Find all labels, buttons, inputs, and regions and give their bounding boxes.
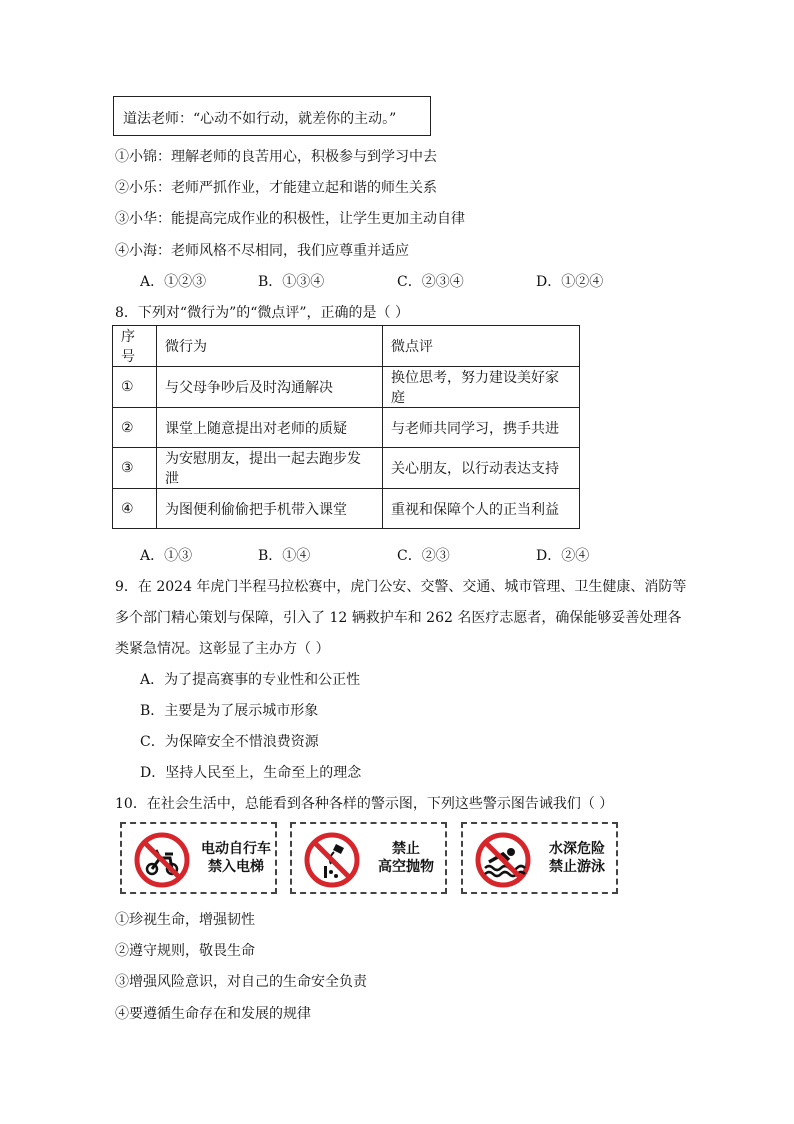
- behavior-table: [112, 325, 580, 529]
- row-comment: 重视和保障个人的正当利益: [383, 489, 580, 529]
- row-comment: 换位思考，努力建设美好家庭: [383, 367, 580, 408]
- header-index: 序号: [113, 326, 157, 367]
- q9-option-d[interactable]: D．坚持人民至上，生命至上的理念: [140, 765, 362, 781]
- q7-statement-1: ①小锦：理解老师的良苦用心，积极参与到学习中去: [115, 149, 437, 165]
- row-index: ②: [113, 408, 157, 448]
- table-row: [113, 367, 580, 408]
- sign-text-line-1: 电动自行车: [201, 841, 271, 857]
- sign-text-line-2: 禁入电梯: [208, 859, 264, 875]
- q9-option-c[interactable]: C．为保障安全不惜浪费资源: [140, 734, 319, 750]
- q7-statement-4: ④小海：老师风格不尽相同，我们应尊重并适应: [115, 243, 409, 259]
- row-index: ③: [113, 448, 157, 489]
- q8-option-b[interactable]: B．①④: [258, 548, 311, 564]
- row-behavior: 与父母争吵后及时沟通解决: [157, 367, 383, 408]
- row-index: ④: [113, 489, 157, 529]
- row-behavior: 为图便利偷偷把手机带入课堂: [157, 489, 383, 529]
- teacher-quote: 道法老师：“心动不如行动，就差你的主动。”: [123, 111, 397, 127]
- sign-text-line-1: 禁止: [392, 841, 420, 857]
- sign-text-line-2: 禁止游泳: [549, 859, 605, 875]
- table-row: [113, 408, 580, 448]
- sign-text-line-2: 高空抛物: [378, 859, 434, 875]
- q10-stem: 10．在社会生活中，总能看到各种各样的警示图，下列这些警示图告诫我们（ ）: [115, 796, 614, 812]
- row-comment: 与老师共同学习，携手共进: [383, 408, 580, 448]
- header-behavior: 微行为: [157, 326, 383, 367]
- table-header-row: [113, 326, 580, 367]
- q9-stem-line-2: 多个部门精心策划与保障，引入了 12 辆救护车和 262 名医疗志愿者，确保能够妥善处理各: [115, 610, 682, 626]
- sign-text-line-1: 水深危险: [549, 841, 605, 857]
- warning-sign-throwing: [290, 822, 447, 894]
- q9-option-a[interactable]: A．为了提高赛事的专业性和公正性: [140, 672, 361, 688]
- q7-option-c[interactable]: C．②③④: [397, 274, 464, 290]
- table-row: [113, 448, 580, 489]
- q9-stem-line-3: 类紧急情况。这彰显了主办方（ ）: [115, 641, 330, 657]
- q9-stem-line-1: 9．在 2024 年虎门半程马拉松赛中，虎门公安、交警、交通、城市管理、卫生健康、消防等: [115, 579, 687, 595]
- row-comment: 关心朋友，以行动表达支持: [383, 448, 580, 489]
- q7-statement-2: ②小乐：老师严抓作业，才能建立起和谐的师生关系: [115, 180, 437, 196]
- no-swimming-icon: [473, 832, 533, 888]
- q8-option-c[interactable]: C．②③: [397, 548, 450, 564]
- quote-box: [113, 96, 431, 136]
- q7-statement-3: ③小华：能提高完成作业的积极性，让学生更加主动自律: [115, 211, 465, 227]
- no-ebike-icon: [132, 832, 192, 888]
- row-index: ①: [113, 367, 157, 408]
- table-row: [113, 489, 580, 529]
- q10-statement-1: ①珍视生命，增强韧性: [115, 912, 255, 928]
- warning-sign-ebike: [120, 822, 277, 894]
- row-behavior: 为安慰朋友，提出一起去跑步发泄: [157, 448, 383, 489]
- q9-option-b[interactable]: B．主要是为了展示城市形象: [140, 703, 319, 719]
- q7-option-d[interactable]: D．①②④: [536, 274, 604, 290]
- q8-stem: 8．下列对“微行为”的“微点评”，正确的是（ ）: [115, 305, 409, 321]
- q8-option-d[interactable]: D．②④: [536, 548, 590, 564]
- header-comment: 微点评: [383, 326, 580, 367]
- q7-option-b[interactable]: B．①③④: [258, 274, 325, 290]
- row-behavior: 课堂上随意提出对老师的质疑: [157, 408, 383, 448]
- q10-statement-2: ②遵守规则，敬畏生命: [115, 943, 255, 959]
- q10-statement-4: ④要遵循生命存在和发展的规律: [115, 1006, 311, 1022]
- no-throwing-icon: [302, 832, 362, 888]
- q7-option-a[interactable]: A．①②③: [140, 274, 207, 290]
- q8-option-a[interactable]: A．①③: [140, 548, 193, 564]
- q10-statement-3: ③增强风险意识，对自己的生命安全负责: [115, 974, 367, 990]
- warning-sign-swimming: [461, 822, 618, 894]
